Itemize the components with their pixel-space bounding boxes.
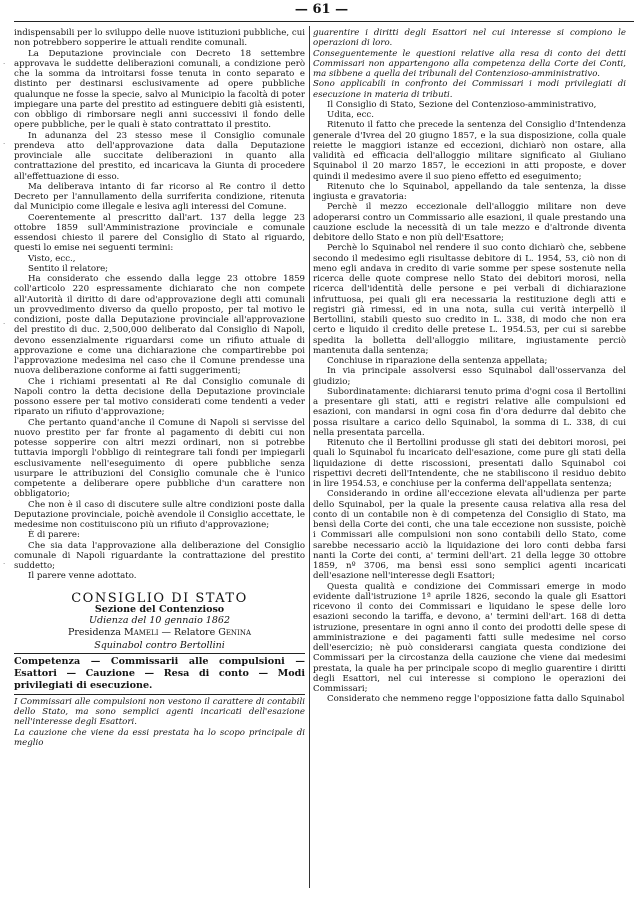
paragraph: È di parere: <box>28 530 80 541</box>
presidenza-label: Presidenza <box>67 627 121 639</box>
case-judges <box>14 628 305 638</box>
massima: Sono applicabili in confronto dei Commissari i modi privilegiati di esecuzione in materia di tributi. <box>313 79 626 100</box>
margin-mark: · <box>3 560 6 568</box>
case-section: Sezione del Contenzioso <box>94 603 225 615</box>
paragraph: La Deputazione provinciale con Decreto 18 settembre approvava le suddette deliberazioni comunali, a condizione però che la somma da introitarsi fosse tenuta in conto separato e distinto per destinarsi esclusivamente ad opere pubbliche qualunque ne fosse la specie, salvo al Municipio la facoltà di poter impiegare una parte del prestito ad estinguere debiti già esistenti, con obbligo di rimborsare negli anni successivi il fondo delle opere pubbliche, per le quali è stato contrattato il prestito. <box>14 48 305 131</box>
paragraph: Che pertanto quand'anche il Comune di Napoli si servisse del nuovo prestito per far fronte al pagamento di debiti cui non potesse sopperire con altri mezzi ordinari, non si potrebbe tuttavia imporgli l'obbligo di reintegrare tali fondi per impiegarli esclusivamente nell'eseguimento di opere pubbliche senza usurpare le attribuzioni del Consiglio comunale che è l'unico competente a deliberare opere pubbliche d'un carattere non obbligatorio; <box>14 417 305 500</box>
paragraph: Che sia data l'approvazione alla deliberazione del Consiglio comunale di Napoli riguardante la contrattazione del prestito suddetto; <box>14 540 305 571</box>
paragraph: Perchè il mezzo eccezionale dell'alloggio militare non deve adoperarsi contro un Commissario alle esazioni, il quale prestando una cauzione esclude la necessità di un tale mezzo e d'altronde diventa debitore dello Stato e non più dell'Esattore; <box>313 202 626 243</box>
paragraph: Questa qualità e condizione dei Commissari emerge in modo evidente dall'istruzione 1ª aprile 1826, secondo la quale gli Esattori ricevono il conto dei Commissari e liquidano le spese delle loro esazioni secondo la tariffa, e devono, a' termini dell'art. 168 di detta istruzione, presentare in ogni anno il conto dei prodotti delle spese di amministrazione e dei pagamenti fatti sulle medesime nel corso dell'esercizio; nè può considerarsi cangiata questa condizione dei Commissari per la circostanza della cauzione che viene dai medesimi prestata, la quale ha per principale scopo di meglio guarentire i diritti degli Esattori, nel cui interesse si compiono le operazioni dei Commissari; <box>313 581 626 694</box>
paragraph: Ritenuto il fatto che precede la sentenza del Consiglio d'Intendenza generale d'Ivrea del 20 giugno 1857, e la sua disposizione, colla quale reiette le maggiori istanze ed eccezioni, dichiarò non ostare, alla validità ed efficacia dell'alloggio militare significato al Giuliano Squinabol il 20 marzo 1857, le eccezioni in atti proposte, e dover quindi il medesimo avere il suo pieno effetto ed eseguimento; <box>313 120 626 182</box>
left-column <box>14 28 305 892</box>
paragraph: indispensabili per lo sviluppo delle nuove istituzioni pubbliche, cui non potrebbero sopperire le attuali rendite comunali. <box>14 28 305 49</box>
paragraph: Perchè lo Squinabol nel rendere il suo conto dichiarò che, sebbene secondo il medesimo egli risultasse debitore di L. 1954, 53, ciò non di meno egli andava in credito di varie somme per spese sostenute nella ricerca delle quote comprese nello Stato dei debitori morosi, nella ricerca dell'identità delle persone e pei verbali di dichiarazione infruttuosa, pei quali gli era necessaria la restituzione degli atti e registri già rimessi, ed in una nota, sulla cui verità interpellò il Bertollini, stabili questo suo credito in L. 338, di modo che non era certo e liquido il credito delle pretese L. 1954.53, per cui si sarebbe spedita la bolletta dell'alloggio militare, ingiustamente perciò mantenuta dalla sentenza; <box>313 243 626 356</box>
paragraph: Ma deliberava intanto di far ricorso al Re contro il detto Decreto per l'annullamento della surriferita condizione, ritenuta dal Municipio come illegale e lesiva agli interessi del Comune. <box>14 181 305 213</box>
margin-mark: · <box>3 60 6 68</box>
massima: I Commissari alle compulsioni non vestono il carattere di contabili dello Stato, ma sono semplici agenti incaricati dell'esazione nell'interesse degli Esattori. <box>14 696 305 728</box>
relatore-name: Genina <box>218 627 252 639</box>
relatore-label: — Relatore <box>161 627 216 639</box>
paragraph: Coerentemente al prescritto dall'art. 137 della legge 23 ottobre 1859 sull'Amministrazione provinciale e comunale essendosi chiesto il parere del Consiglio di Stato al riguardo, questi lo emise nei seguenti termini: <box>14 212 305 254</box>
paragraph: Conchiuse in riparazione della sentenza appellata; <box>327 356 548 366</box>
header-rule <box>14 21 634 22</box>
paragraph: In via principale assolversi esso Squinabol dall'osservanza del giudizio; <box>313 366 626 387</box>
massima: guarentire i diritti degli Esattori nel cui interesse si compiono le operazioni di loro. <box>313 28 626 49</box>
paragraph: Ritenuto che il Bertollini produsse gli stati dei debitori morosi, pei quali lo Squinabol fu incaricato dell'esazione, come pure gli stati della liquidazione di dette riscossioni, presentati dallo Squinabol coi rispettivi decreti dell'Intendente, che ne stabiliscono il residuo debito in lire 1954.53, e conchiuse per la conferma dell'appellata sentenza; <box>313 438 626 489</box>
keywords-rule-bottom <box>14 694 305 695</box>
page-number: — 61 — <box>294 2 349 17</box>
massima: Conseguentemente le questioni relative alla resa di conto dei detti Commissari non appartengono alla competenza della Corte dei Conti, ma sibbene a quella dei tribunali del Contenzioso-amministrativo. <box>313 48 626 79</box>
case-title: CONSIGLIO DI STATO <box>71 590 248 606</box>
case-keywords: Competenza — Commissarii alle compulsioni — Esattori — Cauzione — Resa di conto — Modi privilegiati di esecuzione. <box>14 655 305 691</box>
massima: La cauzione che viene da essi prestata ha lo scopo principale di meglio <box>14 727 305 748</box>
keywords-rule-top <box>14 653 305 654</box>
case-date: Udienza del 10 gennaio 1862 <box>89 615 230 626</box>
paragraph: Subordinatamente: dichiararsi tenuto prima d'ogni cosa il Bertollini a presentare gli stati, atti e registri relative alle compulsioni ed esazioni, con mandarsi in ogni cosa fin d'ora dedurre dal debito che possa risultare a carico dello Squinabol, la somma di L. 338, di cui nella presentata parcella. <box>313 386 626 438</box>
paragraph: Il Consiglio di Stato, Sezione del Contenzioso-amministrativo, <box>327 99 597 110</box>
paragraph: Ritenuto che lo Squinabol, appellando da tale sentenza, la disse ingiusta e gravatoria: <box>313 181 626 202</box>
paragraph: Che non è il caso di discutere sulle altre condizioni poste dalla Deputazione provinciale, poichè avendole il Consiglio accettate, le medesime non costituiscono più un rifiuto d'approvazione; <box>14 499 305 530</box>
paragraph: Udita, ecc. <box>327 110 374 120</box>
paragraph: Considerato che nemmeno regge l'opposizione fatta dallo Squinabol <box>327 694 625 705</box>
paragraph: Che i richiami presentati al Re dal Consiglio comunale di Napoli contro la detta decisione della Deputazione provinciale possono essere per tal motivo considerati come tendenti a veder riparato un rifiuto d'approvazione; <box>14 376 305 418</box>
case-massime <box>14 697 305 748</box>
paragraph: Il parere venne adottato. <box>28 571 137 582</box>
column-divider <box>309 26 310 888</box>
case-parties: Squinabol contro Bertollini <box>94 639 225 651</box>
paragraph: Ha considerato che essendo dalla legge 23 ottobre 1859 coll'articolo 220 espressamente dichiarato che non compete all'Autorità il diritto di dare od'approvazione degli atti comunali un provvedimento diverso da quello proposto, per tal motivo le condizioni, poste dalla Deputazione provinciale all'approvazione del prestito di duc. 2,500,000 deliberato dal Consiglio di Napoli, devono essenzialmente riguardarsi come un rifiuto attuale di approvazione e come una dichiarazione che compartirebbe poi l'approvazione medesima nel caso che il Comune prendesse una nuova deliberazione conforme ai fatti suggerimenti; <box>14 274 305 377</box>
paragraph: Sentito il relatore; <box>28 263 109 274</box>
margin-mark: · <box>3 320 6 328</box>
case-header <box>14 590 305 749</box>
paragraph: Visto, ecc., <box>28 253 76 264</box>
right-column <box>313 28 626 892</box>
left-paragraphs <box>14 28 305 582</box>
margin-mark: · <box>3 140 6 148</box>
case-massime-continued <box>313 28 626 100</box>
paragraph: In adunanza del 23 stesso mese il Consiglio comunale prendeva atto dell'approvazione data dalla Deputazione provinciale alle succitate deliberazioni in quanto alla contrattazione del prestito, ed incaricava la Giunta di procedere all'effettuazione di esso. <box>14 130 305 182</box>
right-paragraphs <box>313 100 626 705</box>
president-name: Mameli <box>123 627 159 639</box>
paragraph: Considerando in ordine all'eccezione elevata all'udienza per parte dello Squinabol, per la quale la presente causa relativa alla resa del conto di un contabile non è di competenza del Consiglio di Stato, ma bensì della Corte dei conti, che una tale eccezione non sussiste, poichè i Commissari alle compulsioni non sono contabili dello Stato, come sarebbe necessario acciò la liquidazione dei loro conti debba farsi nanti la Corte dei conti, a' termini dell'art. 21 della legge 30 ottobre 1859, nº 3706, ma bensì essi sono semplici agenti incaricati dell'esazione nell'interesse degli Esattori; <box>313 489 626 582</box>
